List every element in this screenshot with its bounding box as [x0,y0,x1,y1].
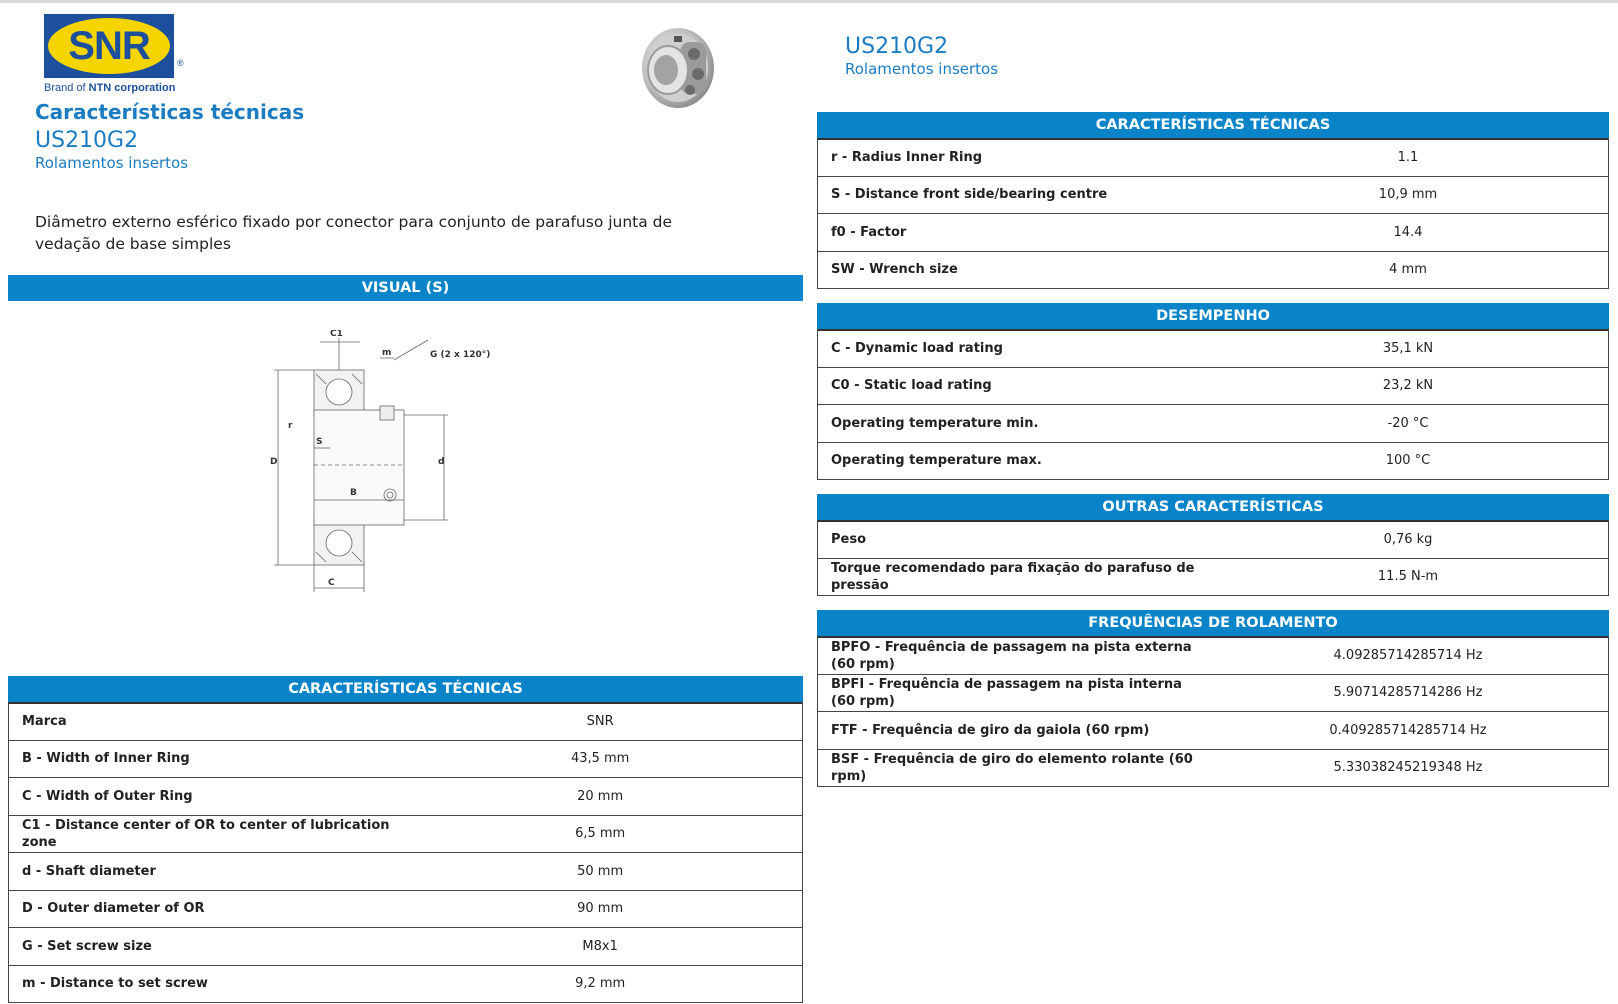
row-value: 35,1 kN [1382,341,1434,357]
row-value: 9,2 mm [575,976,626,992]
row-value: 50 mm [577,863,624,879]
row-value: 4 mm [1389,262,1427,278]
logo-registered-mark: ® [177,58,184,68]
product-code: US210G2 [35,128,139,153]
row-value: 5.33038245219348 Hz [1333,760,1483,776]
row-label: C - Dynamic load rating [831,341,1003,357]
brand-prefix: Brand of [44,82,89,94]
row-label: r - Radius Inner Ring [831,150,983,166]
label-g: G (2 x 120°) [430,350,491,360]
snr-logo [44,14,194,98]
row-value: 20 mm [577,788,624,804]
row-value: -20 °C [1387,415,1429,431]
row-label: SW - Wrench size [831,262,958,278]
row-value: 90 mm [577,901,624,917]
bearing-product-image [636,24,720,110]
table-row [9,702,802,740]
row-value: M8x1 [582,938,618,954]
row-value: 23,2 kN [1382,378,1434,394]
row-value: 0.409285714285714 Hz [1329,722,1487,738]
table-row [818,329,1608,367]
row-label: m - Distance to set screw [22,976,208,992]
table-row [818,674,1608,712]
table-row [818,749,1608,787]
row-label: C - Width of Outer Ring [22,788,193,804]
row-label: Operating temperature max. [831,453,1042,469]
table-row [818,404,1608,442]
row-value: 43,5 mm [570,751,630,767]
row-value: 4.09285714285714 Hz [1333,648,1483,664]
row-label: Torque recomendado para fixação do parafuso de pressão [831,560,1195,593]
table-row [9,965,802,1003]
row-label: FTF - Frequência de giro da gaiola (60 rpm) [831,722,1150,738]
row-label: BSF - Frequência de giro do elemento rolante (60 rpm) [831,751,1193,784]
table-row [9,927,802,965]
table-row [818,367,1608,405]
row-label: Operating temperature min. [831,415,1039,431]
right-header [845,34,998,78]
visual-section-title: VISUAL (S) [8,275,803,301]
other-characteristics-table [817,520,1609,596]
table-row [9,777,802,815]
table-row [818,138,1608,176]
table-row [9,815,802,853]
page-heading: Características técnicas [35,100,305,124]
table-row [818,176,1608,214]
row-value: 14.4 [1393,224,1423,240]
label-r: r [288,421,293,431]
label-d-shaft: d [438,457,445,467]
label-s: S [316,437,323,447]
table-row [818,520,1608,558]
row-label: d - Shaft diameter [22,863,156,879]
label-d-outer: D [270,457,278,467]
row-label: Peso [831,532,867,548]
bearing-technical-drawing [270,330,520,620]
logo-text: SNR [68,23,150,68]
performance-table [817,329,1609,480]
row-value: 10,9 mm [1378,187,1438,203]
row-label: Marca [22,714,67,730]
row-label: G - Set screw size [22,938,152,954]
product-subtitle: Rolamentos insertos [35,154,189,172]
row-label: f0 - Factor [831,224,907,240]
other-table-title: OUTRAS CARACTERÍSTICAS [817,494,1609,520]
table-row [818,711,1608,749]
logo-brand-line [44,82,175,94]
label-b: B [350,488,357,498]
tech-table-title: CARACTERÍSTICAS TÉCNICAS [817,112,1609,138]
row-value: 0,76 kg [1383,532,1433,548]
table-row [818,558,1608,596]
row-value: 100 °C [1385,453,1431,469]
brand-name: NTN corporation [88,82,176,94]
label-c: C [328,578,335,588]
left-table-title: CARACTERÍSTICAS TÉCNICAS [8,676,803,702]
left-header [35,100,735,172]
table-row [818,442,1608,480]
bearing-frequency-table [817,636,1609,787]
row-label: B - Width of Inner Ring [22,751,190,767]
product-subtitle-right: Rolamentos insertos [845,60,999,78]
row-label: D - Outer diameter of OR [22,901,205,917]
row-label: S - Distance front side/bearing centre [831,187,1108,203]
row-value: 11.5 N-m [1377,569,1439,585]
row-value: 1.1 [1397,150,1419,166]
perf-table-title: DESEMPENHO [817,303,1609,329]
label-m: m [382,348,392,358]
table-row [9,740,802,778]
row-label: BPFO - Frequência de passagem na pista externa (60 rpm) [831,639,1192,672]
label-c1: C1 [330,330,343,339]
table-row [818,213,1608,251]
row-label: C1 - Distance center of OR to center of lubrication zone [22,817,390,850]
row-value: SNR [586,714,614,730]
product-description: Diâmetro externo esférico fixado por conector para conjunto de parafuso junta de vedação de base simples [35,213,673,253]
top-border [0,0,1618,3]
left-spec-table [8,702,803,1003]
table-row [9,890,802,928]
product-code-right: US210G2 [845,34,949,59]
tech-spec-table [817,138,1609,289]
table-row [9,852,802,890]
row-label: C0 - Static load rating [831,378,992,394]
row-value: 6,5 mm [575,826,626,842]
table-row [818,251,1608,289]
row-value: 5.90714285714286 Hz [1333,685,1483,701]
table-row [818,636,1608,674]
freq-table-title: FREQUÊNCIAS DE ROLAMENTO [817,610,1609,636]
row-label: BPFI - Frequência de passagem na pista interna (60 rpm) [831,676,1182,709]
